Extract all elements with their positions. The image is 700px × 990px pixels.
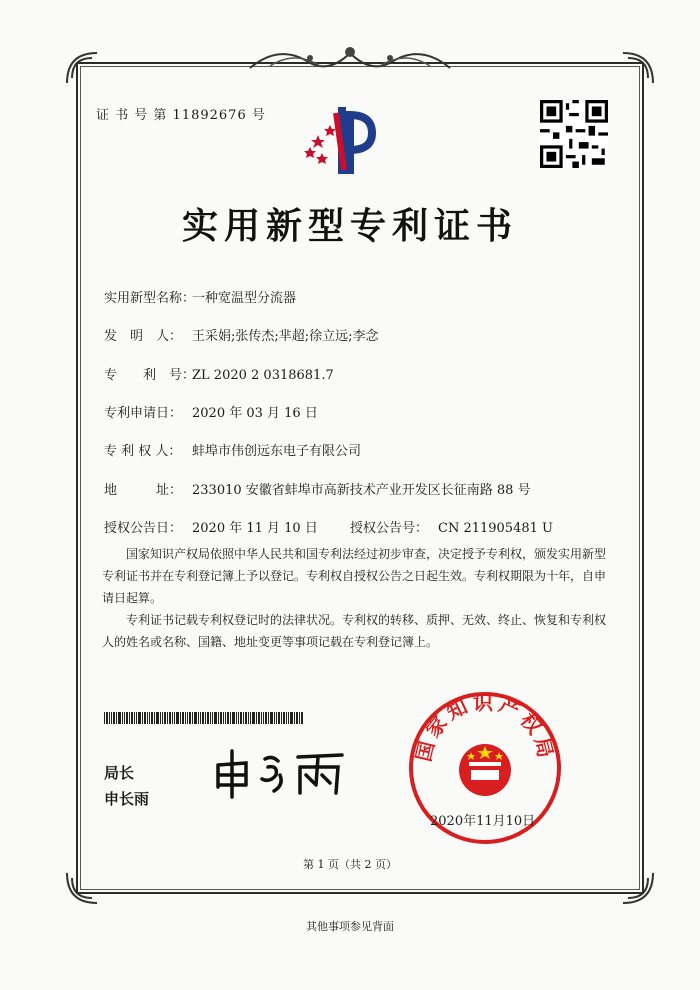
field-value: 2020 年 03 月 16 日 [192,406,318,421]
field-utility-model-name [104,287,296,306]
field-label: 专 利 权 人： [104,444,182,459]
field-grant-date [104,517,318,536]
field-value: 蚌埠市伟创远东电子有限公司 [192,444,362,459]
certificate-number-value: 11892676 [172,108,247,123]
certificate-number-label: 证 书 号 第 [96,108,168,123]
field-label: 地 址： [104,483,183,498]
field-value: CN 211905481 U [438,521,553,536]
field-label: 发 明 人： [104,329,183,344]
certificate-number [96,104,266,123]
top-ornament [240,38,460,78]
field-label: 专利申请日： [104,406,183,421]
body-paragraph-legal-status: 专利证书记载专利权登记时的法律状况。专利权的转移、质押、无效、终止、恢复和专利权人的姓名或名称、国籍、地址变更等事项记载在专利登记簿上。 [102,613,607,649]
qr-code [540,100,608,168]
corner-ornament-top-left [62,48,102,88]
field-inventor [104,325,379,344]
footer-note: 其他事项参见背面 [306,920,394,933]
corner-ornament-top-right [618,48,658,88]
body-paragraph-grant: 国家知识产权局依照中华人民共和国专利法经过初步审查，决定授予专利权，颁发实用新型专利证书并在专利登记簿上予以登记。专利权自授权公告之日起生效。专利权期限为十年，自申请日起算。 [102,547,607,605]
seal-date: 2020年11月10日 [430,814,536,829]
field-value: 王采娟;张传杰;芈超;徐立远;李念 [192,329,379,344]
signatory-title: 局长 [104,764,135,782]
field-value: 一种宽温型分流器 [192,291,297,306]
field-label: 实用新型名称： [104,291,196,306]
field-label: 授权公告号： [350,521,429,536]
certificate-title: 实用新型专利证书 [181,205,518,247]
page-indicator: 第 1 页（共 2 页） [303,858,397,871]
handwritten-signature [210,745,350,800]
field-address [104,479,531,498]
field-patentee [104,440,361,459]
corner-ornament-bottom-left [62,868,102,908]
barcode [104,712,304,724]
field-value: ZL 2020 2 0318681.7 [192,368,334,383]
corner-ornament-bottom-right [618,868,658,908]
field-grant-number [350,517,553,536]
signatory-name: 申长雨 [104,790,150,808]
field-label: 专 利 号： [104,368,196,383]
field-label: 授权公告日： [104,521,183,536]
field-value: 233010 安徽省蚌埠市高新技术产业开发区长征南路 88 号 [192,483,531,498]
certificate-number-suffix: 号 [251,108,266,123]
field-filing-date [104,402,318,421]
cnipa-logo [300,95,390,175]
seal-text: 国家知识产权局 [411,690,559,764]
field-value: 2020 年 11 月 10 日 [192,521,318,536]
field-patent-number [104,364,334,383]
